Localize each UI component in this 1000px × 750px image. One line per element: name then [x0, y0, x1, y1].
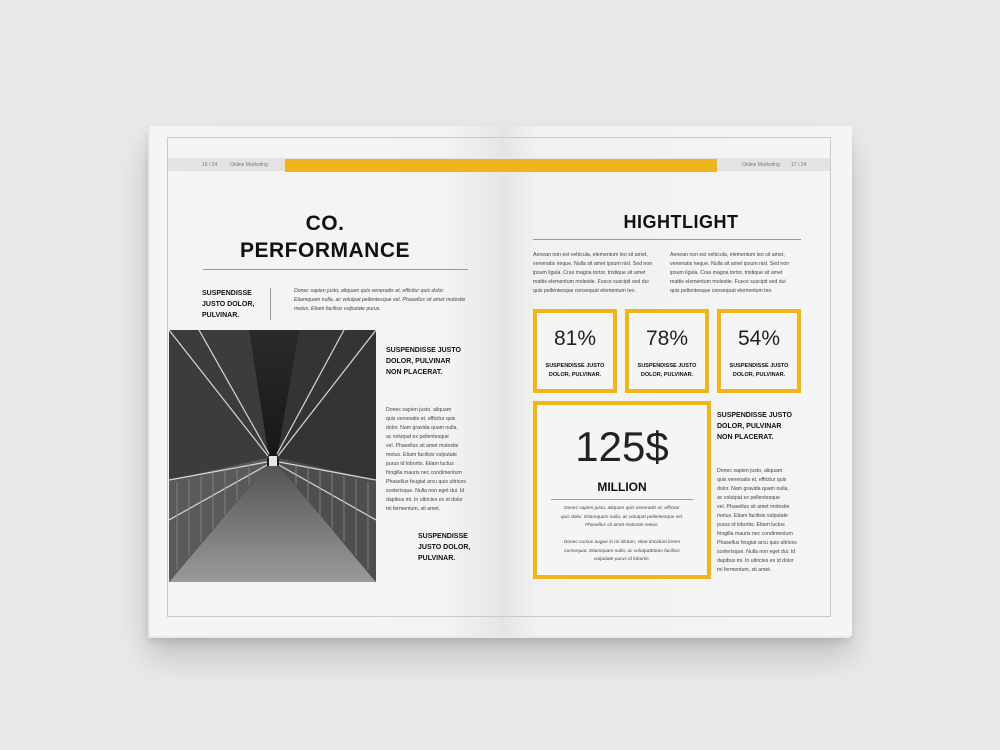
aside-text-line: vel. Phasellus sit amet molestie [386, 443, 459, 449]
stat-card [533, 309, 617, 393]
footer-heading-line: SUSPENDISSE [418, 533, 468, 540]
aside-text-line: purus id lobortis. Etiam luctus [386, 461, 454, 467]
aside-text-line: fringilla mauris nec condimentum [717, 531, 793, 537]
big-stat-text-line: Donec cursus augue in mi dictum, vitae tincidunt lorem [563, 540, 681, 545]
intro-heading-line: JUSTO DOLOR, [202, 301, 255, 308]
footer-heading [418, 531, 470, 564]
aside-text-line: quis venenatis et, efficitur quis [717, 477, 787, 483]
column-text-line: quis pellentesque consequat elementum leo. [670, 288, 773, 294]
aside-text [386, 406, 496, 514]
stat-label-line: DOLOR, PULVINAR. [640, 372, 694, 378]
page-title-line-2: PERFORMANCE [239, 239, 410, 262]
column-text-1 [533, 251, 668, 296]
intro-text-line: Donec sapien justo, aliquam quis venenatis et, efficitur quis dolor. [294, 288, 445, 294]
stat-value: 78% [645, 327, 689, 350]
aside-text-line: dapibus mi. In ultricies ex id dolor [386, 497, 463, 503]
big-stat-value: 125$ [575, 423, 669, 470]
aside-text-line: ac volutpat ex pellentesque [717, 495, 780, 501]
intro-divider [270, 288, 271, 320]
aside-text-line: fringilla mauris nec condimentum [386, 470, 462, 476]
stat-value: 81% [553, 327, 597, 350]
big-stat-card [533, 401, 711, 579]
big-stat-text-1 [537, 505, 707, 531]
column-text-line: ipsum ligula. Cras magna tortor, tristique sit amet [533, 270, 646, 276]
aside-text-line: metus. Etiam facilisis vulputate [717, 513, 788, 519]
aside-heading-line: SUSPENDISSE JUSTO [386, 347, 461, 354]
walkway-photo [169, 330, 376, 582]
aside-text-line: purus id lobortis. Etiam luctus [717, 522, 785, 528]
big-stat-unit: MILLION [597, 480, 647, 494]
aside-text-line: dapibus mi. In ultricies ex id dolor [717, 558, 794, 564]
big-stat-text-line: Phasellus sit amet molestie metus. [585, 523, 659, 528]
column-text-line: ipsum ligula. Cras magna tortor, tristique sit amet [670, 270, 783, 276]
right-page [501, 126, 852, 636]
accent-bar [285, 159, 717, 172]
column-text-line: venenatis neque. Nulla sit amet ipsum nisl. Sed non [533, 261, 653, 267]
aside-text-line: mi fermentum, sit amet. [717, 567, 772, 573]
aside-text-line: dolor. Nam gravida quam nulla, [717, 486, 789, 492]
aside-heading [386, 345, 461, 378]
column-text-line: mattis elementum molestie. Fusce suscipit sed dui [533, 279, 649, 285]
intro-text-line: Etiamquam nulla, ac volutpat pellentesque vel. Phasellus sit amet molestie [294, 297, 466, 303]
stat-label [537, 362, 613, 380]
stat-label-line: SUSPENDISSE JUSTO [545, 363, 605, 369]
aside-text-line: Phasellus feugiat arcu quis ultrices [386, 479, 466, 485]
stat-label [721, 362, 797, 380]
footer-heading-line: JUSTO DOLOR, [418, 544, 471, 551]
stat-label [629, 362, 705, 380]
column-text-2 [670, 251, 805, 296]
intro-heading-line: PULVINAR. [202, 312, 240, 319]
left-page [150, 126, 501, 636]
big-stat-divider [551, 499, 693, 500]
aside-text-line: quis venenatis et, efficitur quis [386, 416, 456, 422]
aside-heading [717, 410, 792, 443]
page-title [210, 210, 440, 264]
aside-text [717, 467, 829, 575]
intro-heading [202, 288, 254, 321]
stat-value: 54% [737, 327, 781, 350]
column-text-line: venenatis neque. Nulla sit amet ipsum nisl. Sed non [670, 261, 790, 267]
intro-heading-line: SUSPENDISSE [202, 290, 252, 297]
aside-heading-line: NON PLACERAT. [717, 434, 774, 441]
aside-text-line: vel. Phasellus sit amet molestie [717, 504, 790, 510]
big-stat-text-line: vulputate purus id lobortis. [594, 557, 650, 562]
aside-heading-line: DOLOR, PULVINAR [717, 423, 782, 430]
stat-card [717, 309, 801, 393]
aside-text-line: Phasellus feugiat arcu quis ultrices [717, 540, 797, 546]
aside-heading-line: NON PLACERAT. [386, 369, 443, 376]
aside-heading-line: SUSPENDISSE JUSTO [717, 412, 792, 419]
column-text-line: Aenean non est vehicula, elementum leo sit amet, [670, 252, 785, 258]
aside-text-line: ac volutpat ex pellentesque [386, 434, 449, 440]
page-number: 17 / 24 [791, 162, 807, 168]
page-number: 16 / 24 [202, 162, 218, 168]
section-label: Online Marketing [742, 162, 780, 168]
big-stat-text-line: consequat. Etiamquam nulla, ac volutpatEtiam facilisis [564, 548, 680, 554]
section-label: Online Marketing [230, 162, 268, 168]
stat-label-line: SUSPENDISSE JUSTO [729, 363, 789, 369]
stat-label-line: DOLOR, PULVINAR. [732, 372, 786, 378]
intro-text [294, 287, 484, 314]
page-title: HIGHTLIGHT [623, 212, 739, 232]
aside-text-line: Donec sapien justo, aliquam [717, 468, 783, 474]
aside-heading-line: DOLOR, PULVINAR [386, 358, 451, 365]
aside-text-line: Donec sapien justo, aliquam [386, 407, 452, 413]
title-divider [533, 239, 801, 240]
big-stat-text-line: quis dolor. Etiamquam nulla, ac volutpat pellentesque vel. [560, 514, 684, 520]
column-text-line: mattis elementum molestie. Fusce suscipit sed dui [670, 279, 786, 285]
column-text-line: quis pellentesque consequat elementum leo. [533, 288, 636, 294]
column-text-line: Aenean non est vehicula, elementum leo sit amet, [533, 252, 648, 258]
aside-text-line: metus. Etiam facilisis vulputate [386, 452, 457, 458]
page-title-line-1: CO. [305, 212, 345, 235]
footer-heading-line: PULVINAR. [418, 555, 456, 562]
stat-label-line: DOLOR, PULVINAR. [548, 372, 602, 378]
stat-card [625, 309, 709, 393]
big-stat-text-line: Donec sapien justo, aliquam quis venenatis et, efficitur [564, 506, 680, 511]
aside-text-line: mi fermentum, sit amet. [386, 506, 441, 512]
big-stat-text-2 [537, 539, 707, 565]
stat-label-line: SUSPENDISSE JUSTO [637, 363, 697, 369]
aside-text-line: dolor. Nam gravida quam nulla, [386, 425, 458, 431]
intro-text-line: metus. Etiam facilisis vulputate purus. [294, 306, 381, 312]
aside-text-line: scelerisque. Nulla non eget dui. Id [717, 549, 796, 555]
aside-text-line: scelerisque. Nulla non eget dui. Id [386, 488, 465, 494]
title-divider [203, 269, 468, 270]
